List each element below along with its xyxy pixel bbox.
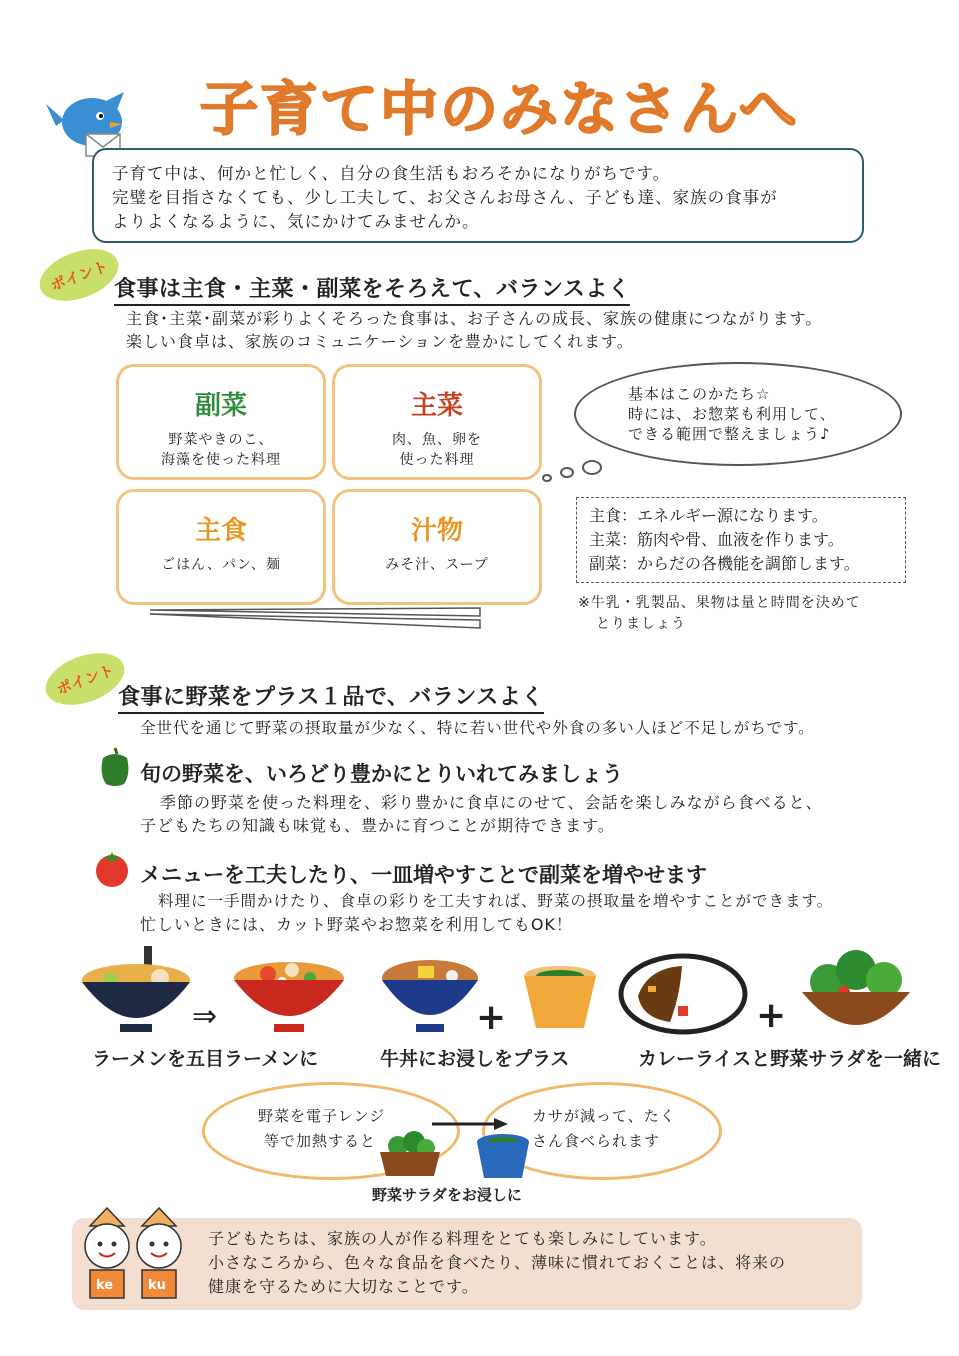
section1-line: 主食･主菜･副菜が彩りよくそろった食事は、お子さんの成長、家族の健康につながります。 (126, 309, 823, 328)
intro-line: よりよくなるように、気にかけてみませんか。 (112, 212, 480, 231)
sub1-heading: 旬の野菜を、いろどり豊かにとりいれてみましょう (140, 762, 623, 786)
footer-line: 子どもたちは、家族の人が作る料理をとても楽しみにしています。 (208, 1229, 717, 1248)
food-box-title: 主菜 (410, 391, 463, 421)
thought-bubble-dot (542, 474, 552, 482)
role-line: 主食：エネルギー源になります。 (589, 506, 828, 525)
sub1-line: 子どもたちの知識も味覚も、豊かに育つことが期待できます。 (140, 816, 615, 835)
food-box-shirumono (332, 489, 542, 605)
sub2-line: 料理に一手間かけたり、食卓の彩りを工夫すれば、野菜の摂取量を増やすことができます。 (158, 892, 834, 910)
food-box-shushoku (116, 489, 326, 605)
dish-label: 牛丼にお浸しをプラス (380, 1048, 570, 1070)
small-salad-bowl-icon (378, 1130, 442, 1178)
food-box-shusai (332, 364, 542, 480)
roles-box (576, 497, 906, 583)
thought-bubble-dot (582, 460, 602, 475)
section1-heading: 食事は主食・主菜・副菜をそろえて、バランスよく (114, 272, 630, 306)
gyudon-bowl-icon (380, 950, 480, 1036)
tomato-icon (92, 850, 132, 888)
food-box-desc: 野菜やきのこ、 (168, 432, 274, 448)
dish-label: ラーメンを五目ラーメンに (92, 1048, 319, 1070)
sub2-heading: メニューを工夫したり、一皿増やすことで副菜を増やせます (140, 863, 707, 887)
food-box-desc: 肉、魚、卵を (392, 432, 482, 448)
cloud-line: 時には、お惣菜も利用して、 (628, 405, 836, 423)
gomoku-ramen-bowl-icon (232, 948, 346, 1036)
food-box-title: 副菜 (194, 391, 247, 421)
cloud-line: できる範囲で整えましょう♪ (628, 425, 831, 443)
point-badge: ポイント (33, 239, 126, 310)
point-badge: ポイント (39, 643, 132, 714)
role-line: 副菜：からだの各機能を調節します。 (589, 554, 860, 573)
role-line: 主菜：筋肉や骨、血液を作ります。 (589, 530, 844, 549)
oval-left-line: 野菜を電子レンジ (258, 1107, 386, 1125)
note-line: ※牛乳・乳製品、果物は量と時間を決めて (578, 595, 861, 611)
oval-right-line: カサが減って、たく (532, 1107, 676, 1125)
food-box-desc: みそ汁、スープ (385, 557, 489, 573)
section2-line: 全世代を通じて野菜の摂取量が少なく、特に若い世代や外食の多い人ほど不足しがちです。 (140, 719, 815, 737)
cloud-line: 基本はこのかたち☆ (628, 385, 771, 403)
footer-line: 小さなころから、色々な食品を食べたり、薄味に慣れておくことは、将来の (208, 1253, 787, 1272)
food-box-fukusai (116, 364, 326, 480)
oval-right-line: さん食べられます (532, 1132, 661, 1150)
mascot-left-label: ke (96, 1278, 114, 1293)
oval-left-line: 等で加熱すると (264, 1132, 377, 1150)
page-title: 子育て中のみなさんへ (200, 75, 799, 143)
intro-line: 子育て中は、何かと忙しく、自分の食生活もおろそかになりがちです。 (112, 164, 671, 183)
food-box-title: 汁物 (410, 516, 463, 546)
dish-label: カレーライスと野菜サラダを一緒に (638, 1048, 942, 1070)
note-line: とりましょう (596, 616, 686, 632)
food-box-desc: 海藻を使った料理 (161, 452, 281, 468)
microwave-caption: 野菜サラダをお浸しに (372, 1186, 522, 1204)
curry-rice-plate-icon (618, 952, 748, 1036)
food-box-desc: ごはん、パン、麺 (161, 557, 281, 573)
green-pepper-icon (98, 744, 132, 788)
mascot-right-label: ku (148, 1278, 166, 1293)
arrow-right-icon (432, 1116, 508, 1132)
thought-bubble-dot (560, 467, 574, 478)
plus-symbol: + (756, 995, 787, 1036)
plus-symbol: + (476, 997, 507, 1038)
arrow-symbol: ⇒ (192, 999, 218, 1034)
food-box-desc: 使った料理 (399, 452, 475, 468)
ohitashi-bowl-icon (520, 962, 600, 1032)
chopsticks-icon (150, 606, 485, 630)
intro-line: 完璧を目指さなくても、少し工夫して、お父さんお母さん、子ども達、家族の食事が (112, 188, 778, 207)
intro-box (92, 148, 864, 243)
small-ohitashi-bowl-icon (474, 1132, 532, 1180)
section1-line: 楽しい食卓は、家族のコミュニケーションを豊かにしてくれます。 (126, 332, 634, 351)
section2-heading: 食事に野菜をプラス１品で、バランスよく (118, 680, 544, 714)
sub1-line: 季節の野菜を使った料理を、彩り豊かに食卓にのせて、会話を楽しみながら食べると、 (160, 793, 823, 812)
footer-line: 健康を守るために大切なことです。 (208, 1277, 479, 1296)
salad-bowl-icon (798, 946, 914, 1040)
sub2-line: 忙しいときには、カット野菜やお惣菜を利用してもOK！ (140, 915, 573, 934)
footer-box (72, 1218, 862, 1310)
food-box-title: 主食 (194, 516, 247, 546)
ramen-bowl-icon (80, 944, 192, 1034)
